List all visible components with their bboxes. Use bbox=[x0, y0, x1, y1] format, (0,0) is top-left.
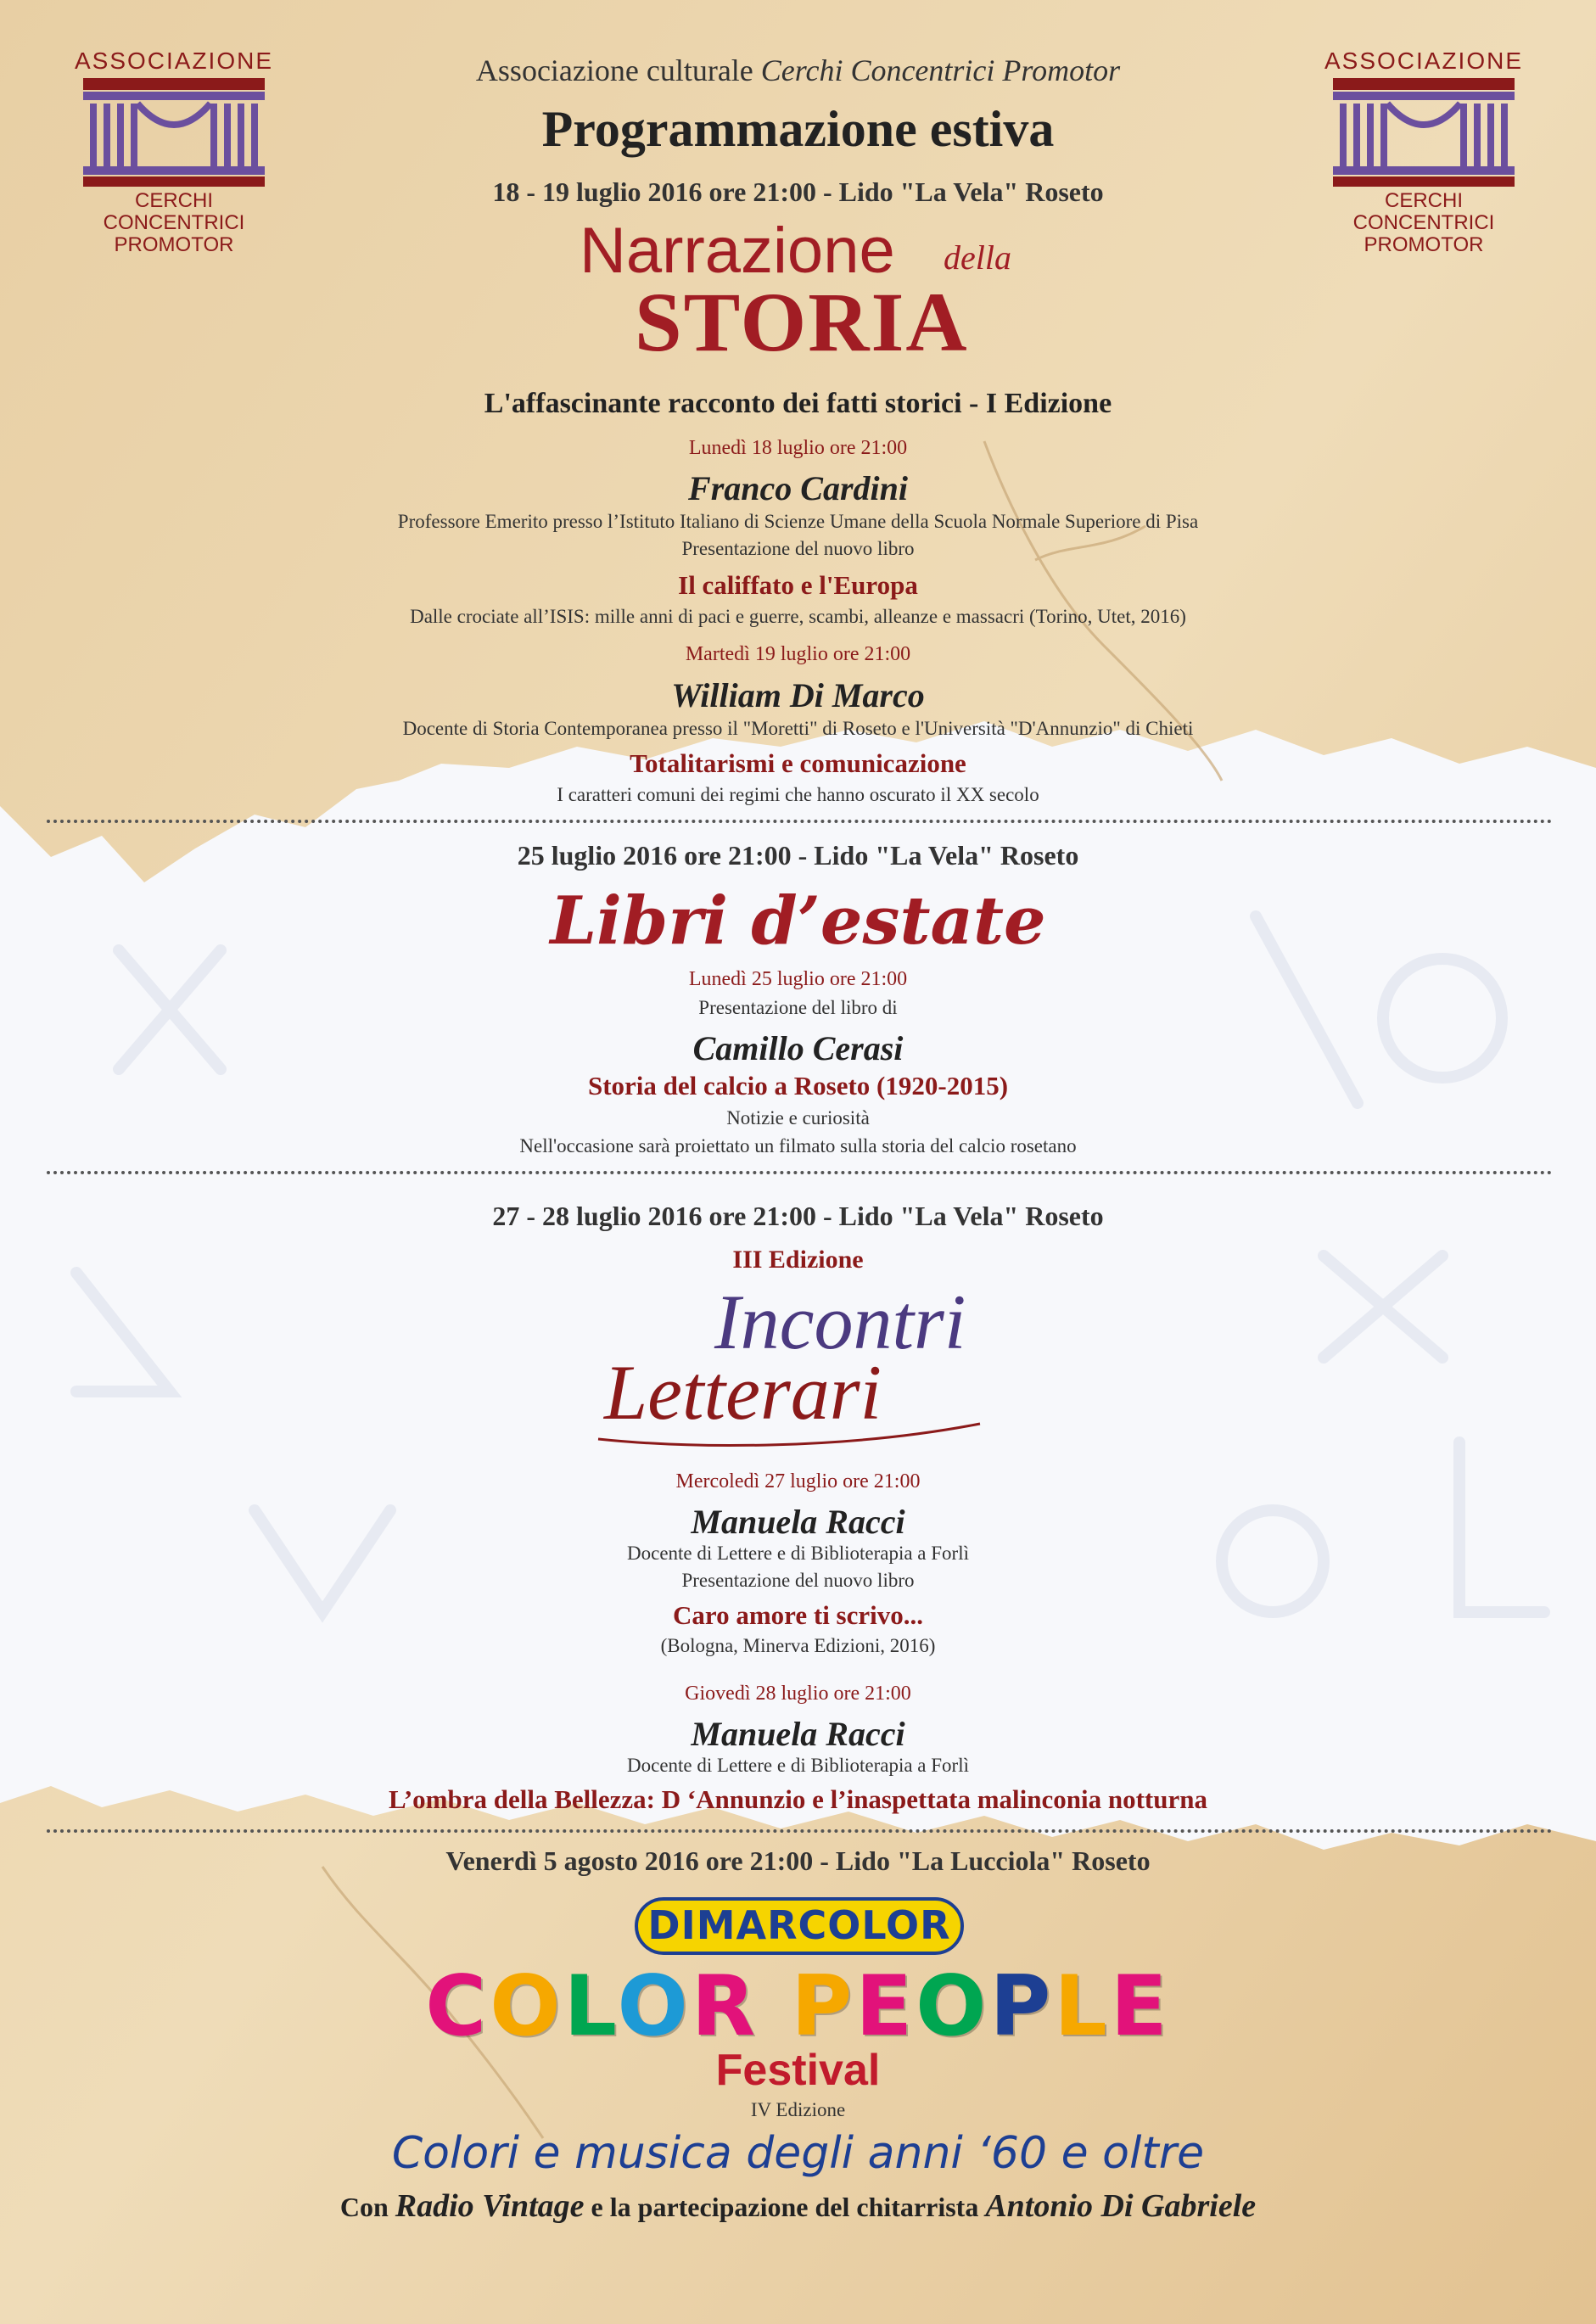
divider bbox=[47, 1829, 1553, 1833]
s4-edition: IV Edizione bbox=[750, 2099, 846, 2120]
dimarcolor-brand: DIMARCOLOR bbox=[647, 1902, 951, 1948]
festival-label: Festival bbox=[715, 2046, 881, 2095]
s2-note-2: Nell'occasione sarà proiettato un filmato sulla storia del calcio rosetano bbox=[519, 1135, 1077, 1156]
flourish-underline bbox=[594, 1415, 984, 1449]
s3-e2-day: Giovedì 28 luglio ore 21:00 bbox=[685, 1683, 911, 1705]
s3-title-incontri: Incontri bbox=[714, 1279, 966, 1365]
s1-title-narrazione: Narrazione bbox=[580, 215, 895, 287]
s1-e1-day: Lunedì 18 luglio ore 21:00 bbox=[688, 437, 908, 459]
color-people-letter: O bbox=[617, 1958, 692, 2055]
logo-bottom-label-2: PROMOTOR bbox=[1364, 233, 1484, 256]
s2-person: Camillo Cerasi bbox=[692, 1029, 904, 1067]
s3-date-line: 27 - 28 luglio 2016 ore 21:00 - Lido "La Vela" Roseto bbox=[492, 1201, 1104, 1231]
s3-e2-person: Manuela Racci bbox=[691, 1715, 905, 1753]
s4-credits bbox=[0, 2187, 1596, 2225]
s1-e1-presentation: Presentazione del nuovo libro bbox=[681, 538, 915, 559]
s2-book-title: Storia del calcio a Roseto (1920-2015) bbox=[587, 1071, 1009, 1100]
s3-title-letterari: Letterari bbox=[604, 1349, 882, 1436]
s4-radio-name: Radio Vintage bbox=[395, 2188, 585, 2224]
s1-e2-book-subtitle: I caratteri comuni dei regimi che hanno oscurato il XX secolo bbox=[557, 784, 1039, 805]
s3-e2-role: Docente di Lettere e di Biblioterapia a Forlì bbox=[627, 1755, 969, 1776]
color-people-title bbox=[0, 1958, 1596, 2055]
s1-title-della: della bbox=[944, 238, 1011, 277]
s1-e1-book-title: Il califfato e l'Europa bbox=[678, 570, 918, 600]
s2-presentation: Presentazione del libro di bbox=[698, 997, 898, 1018]
s2-date-line: 25 luglio 2016 ore 21:00 - Lido "La Vela" Roseto bbox=[517, 840, 1079, 871]
color-people-letter bbox=[759, 1958, 791, 2055]
s4-date-line: Venerdì 5 agosto 2016 ore 21:00 - Lido "La Lucciola" Roseto bbox=[445, 1845, 1151, 1876]
color-people-letter: O bbox=[916, 1958, 990, 2055]
logo-bottom-label-1: CERCHI CONCENTRICI bbox=[1352, 189, 1495, 234]
s1-title-storia: STORIA bbox=[635, 275, 969, 369]
color-people-letter: P bbox=[791, 1958, 856, 2055]
s4-guitarist-name: Antonio Di Gabriele bbox=[985, 2188, 1257, 2224]
s2-title: Libri d’estate bbox=[550, 882, 1046, 960]
s1-e2-role: Docente di Storia Contemporanea presso il "Moretti" di Roseto e l'Università "D'Annunzio" di Chieti bbox=[402, 718, 1194, 739]
s1-e1-book-subtitle: Dalle crociate all’ISIS: mille anni di paci e guerre, scambi, alleanze e massacri (Torino, Utet, 2016) bbox=[410, 606, 1186, 627]
color-people-letter: C bbox=[425, 1958, 490, 2055]
color-people-letter: R bbox=[691, 1958, 759, 2055]
s1-date-line: 18 - 19 luglio 2016 ore 21:00 - Lido "La Vela" Roseto bbox=[492, 176, 1104, 207]
logo-bottom-label-1: CERCHI CONCENTRICI bbox=[103, 189, 245, 234]
dimarcolor-logo bbox=[635, 1897, 964, 1955]
divider bbox=[47, 820, 1553, 823]
logo-bottom-label-2: PROMOTOR bbox=[114, 233, 234, 256]
s3-e1-book-title: Caro amore ti scrivo... bbox=[673, 1600, 923, 1630]
s1-e2-day: Martedì 19 luglio ore 21:00 bbox=[685, 643, 911, 665]
s1-e2-person: William Di Marco bbox=[671, 676, 925, 714]
color-people-letter: E bbox=[855, 1958, 916, 2055]
s3-edition: III Edizione bbox=[732, 1246, 864, 1274]
s1-e1-person: Franco Cardini bbox=[688, 469, 908, 507]
color-people-letter: L bbox=[1054, 1958, 1111, 2055]
s2-note-1: Notizie e curiosità bbox=[726, 1107, 870, 1128]
s3-e2-book-title: L’ombra della Bellezza: D ‘Annunzio e l’inaspettata malinconia notturna bbox=[388, 1784, 1207, 1814]
page-title: Programmazione estiva bbox=[541, 101, 1055, 157]
logo-top-label: ASSOCIAZIONE bbox=[74, 48, 274, 74]
s4-credits-middle: e la partecipazione del chitarrista bbox=[591, 2192, 979, 2222]
divider bbox=[47, 1171, 1553, 1174]
color-people-letter: L bbox=[563, 1958, 618, 2055]
association-name: Cerchi Concentrici Promotor bbox=[760, 53, 1121, 87]
color-people-letter: P bbox=[989, 1958, 1055, 2055]
s3-e1-role: Docente di Lettere e di Biblioterapia a Forlì bbox=[627, 1543, 969, 1564]
association-prefix: Associazione culturale bbox=[475, 53, 753, 87]
association-line bbox=[0, 53, 1596, 88]
s1-e1-role: Professore Emerito presso l’Istituto Italiano di Scienze Umane della Scuola Normale Superiore di Pisa bbox=[397, 511, 1199, 532]
s3-e1-day: Mercoledì 27 luglio ore 21:00 bbox=[675, 1470, 921, 1492]
color-people-letter: E bbox=[1110, 1958, 1171, 2055]
s2-day: Lunedì 25 luglio ore 21:00 bbox=[688, 968, 908, 990]
s1-subtitle: L'affascinante racconto dei fatti storici - I Edizione bbox=[484, 388, 1112, 419]
logo-top-label: ASSOCIAZIONE bbox=[1324, 48, 1524, 74]
s1-e2-book-title: Totalitarismi e comunicazione bbox=[630, 748, 966, 778]
s3-e1-person: Manuela Racci bbox=[691, 1503, 905, 1541]
s3-e1-presentation: Presentazione del nuovo libro bbox=[681, 1570, 915, 1591]
color-people-letter: O bbox=[490, 1958, 564, 2055]
s4-credits-with: Con bbox=[339, 2192, 389, 2222]
s3-e1-book-subtitle: (Bologna, Minerva Edizioni, 2016) bbox=[660, 1635, 936, 1656]
s4-tagline: Colori e musica degli anni ‘60 e oltre bbox=[391, 2128, 1205, 2179]
